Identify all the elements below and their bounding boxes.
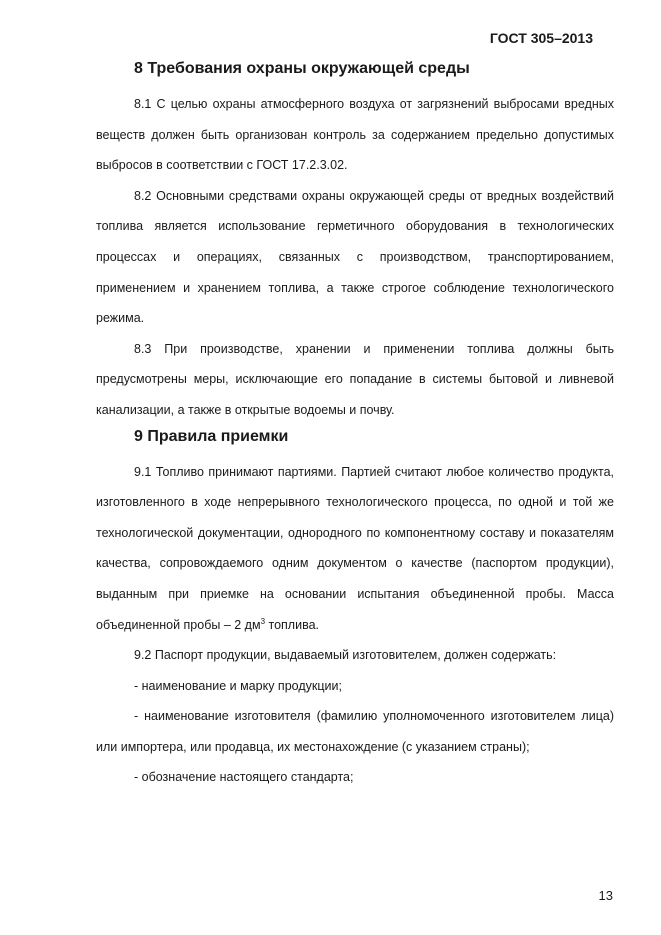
section-8-heading: 8 Требования охраны окружающей среды bbox=[134, 60, 470, 77]
section-9-heading: 9 Правила приемки bbox=[134, 427, 289, 445]
paragraph-9-1 bbox=[96, 457, 614, 641]
paragraph-9-1-tail: топлива. bbox=[265, 617, 319, 632]
superscript-cubic: 3 bbox=[260, 616, 266, 626]
list-item-manufacturer: - наименование изготовителя (фамилию уполномоченного изготовителем лица) или импортера, или продавца, их местонахождение (с указанием страны); bbox=[96, 709, 614, 754]
paragraph-8-2: 8.2 Основными средствами охраны окружающей среды от вредных воздействий топлива является использование герметичного оборудования в технологических процессах и операциях, связанных с производством, транспортированием, применением и хранением топлива, а также строгое соблюдение технологического режима. bbox=[96, 188, 614, 326]
list-item-standard: - обозначение настоящего стандарта; bbox=[134, 770, 354, 785]
page-number: 13 bbox=[598, 888, 613, 903]
list-item-product-name: - наименование и марку продукции; bbox=[134, 678, 342, 693]
paragraph-8-3: 8.3 При производстве, хранении и применении топлива должны быть предусмотрены меры, исключающие его попадание в системы бытовой и ливневой канализации, а также в открытые водоемы и почву. bbox=[96, 341, 614, 417]
paragraph-9-1-text: 9.1 Топливо принимают партиями. Партией считают любое количество продукта, изготовленного в ходе непрерывного технологического процесса, по одной и той же технологической документации, однородного по компонентному составу и показателям качества, сопровождаемого одним документом о качестве (паспортом продукции), выданным при приемке на основании испытания объединенной пробы. Масса объединенной пробы – 2 дм bbox=[96, 464, 614, 632]
paragraph-8-1: 8.1 С целью охраны атмосферного воздуха от загрязнений выбросами вредных веществ должен быть организован контроль за содержанием предельно допустимых выбросов в соответствии с ГОСТ 17.2.3.02. bbox=[96, 97, 614, 173]
page-body bbox=[96, 60, 614, 793]
document-code: ГОСТ 305–2013 bbox=[489, 30, 593, 46]
paragraph-9-2: 9.2 Паспорт продукции, выдаваемый изготовителем, должен содержать: bbox=[134, 648, 557, 663]
